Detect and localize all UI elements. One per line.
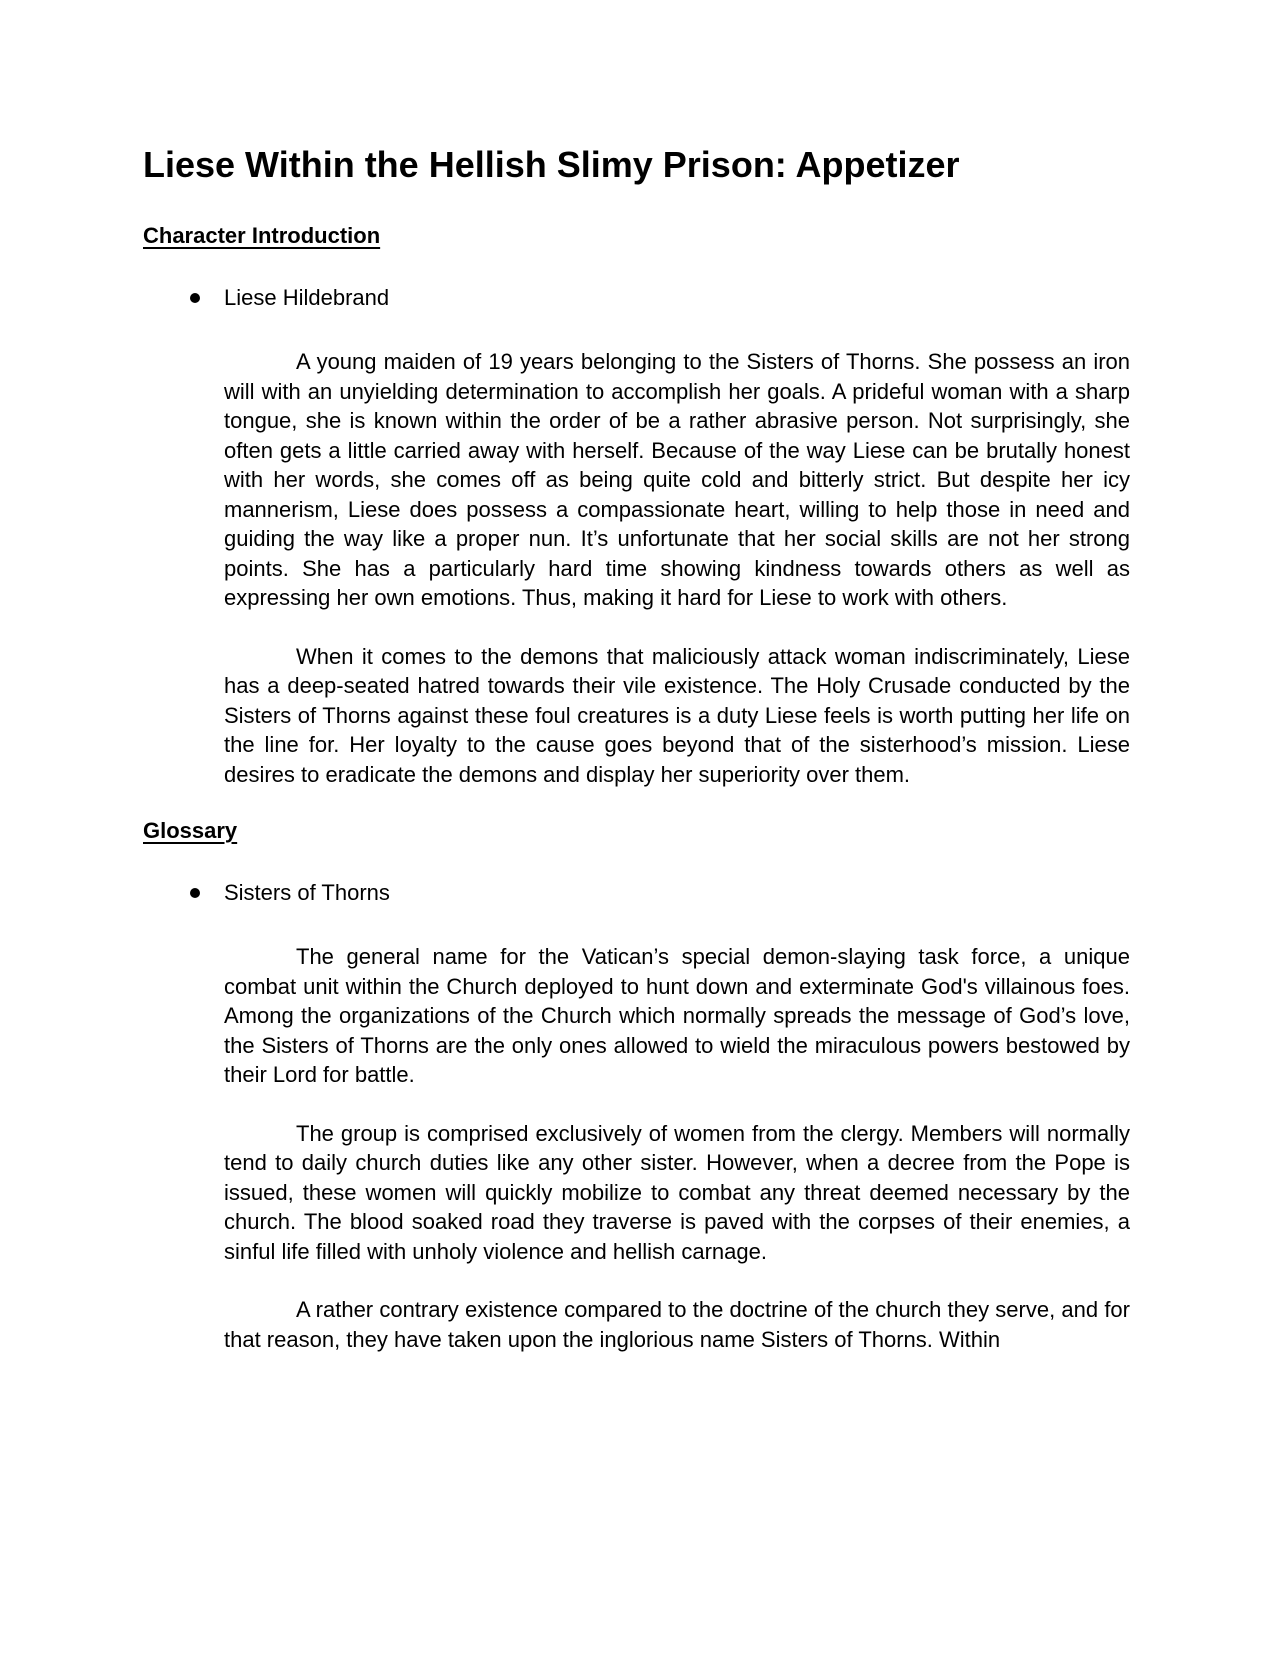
- list-item-liese-hildebrand: [224, 285, 1130, 311]
- bullet-icon: [190, 888, 200, 898]
- paragraph-sisters-description-1: The general name for the Vatican’s special demon-slaying task force, a unique combat unit within the Church deployed to hunt down and exterminate God's villainous foes. Among the organizations of the Church which normally spreads the message of God’s love, the Sisters of Thorns are the only ones allowed to wield the miraculous powers bestowed by their Lord for battle.: [224, 944, 1130, 1087]
- list-item-label: Sisters of Thorns: [224, 880, 390, 905]
- section-heading-character-introduction: Character Introduction: [143, 223, 381, 248]
- document-title: Liese Within the Hellish Slimy Prison: Appetizer: [143, 144, 960, 185]
- paragraph-sisters-description-2: The group is comprised exclusively of women from the clergy. Members will normally tend to daily church duties like any other sister. However, when a decree from the Pope is issued, these women will quickly mobilize to combat any threat deemed necessary by the church. The blood soaked road they traverse is paved with the corpses of their enemies, a sinful life filled with unholy violence and hellish carnage.: [224, 1120, 1130, 1264]
- section-heading-glossary: Glossary: [143, 818, 238, 843]
- paragraph-liese-description-2: When it comes to the demons that maliciously attack woman indiscriminately, Liese has a deep-seated hatred towards their vile existence. The Holy Crusade conducted by the Sisters of Thorns against these foul creatures is a duty Liese feels is worth putting her life on the line for. Her loyalty to the cause goes beyond that of the sisterhood’s mission. Liese desires to eradicate the demons and display her superiority over them.: [224, 643, 1130, 787]
- paragraph-sisters-description-3: A rather contrary existence compared to the doctrine of the church they serve, and for that reason, they have taken upon the inglorious name Sisters of Thorns. Within: [224, 1297, 1130, 1352]
- bullet-icon: [190, 293, 200, 303]
- paragraph-liese-description-1: A young maiden of 19 years belonging to the Sisters of Thorns. She possess an iron will with an unyielding determination to accomplish her goals. A prideful woman with a sharp tongue, she is known within the order of be a rather abrasive person. Not surprisingly, she often gets a little carried away with herself. Because of the way Liese can be brutally honest with her words, she comes off as being quite cold and bitterly strict. But despite her icy mannerism, Liese does possess a compassionate heart, willing to help those in need and guiding the way like a proper nun. It’s unfortunate that her social skills are not her strong points. She has a particularly hard time showing kindness towards others as well as expressing her own emotions. Thus, making it hard for Liese to work with others.: [224, 349, 1130, 610]
- list-item-label: Liese Hildebrand: [224, 285, 390, 310]
- section-glossary: [143, 818, 1130, 1354]
- list-item-sisters-of-thorns: [224, 880, 1130, 906]
- section-character-introduction: [143, 223, 1130, 789]
